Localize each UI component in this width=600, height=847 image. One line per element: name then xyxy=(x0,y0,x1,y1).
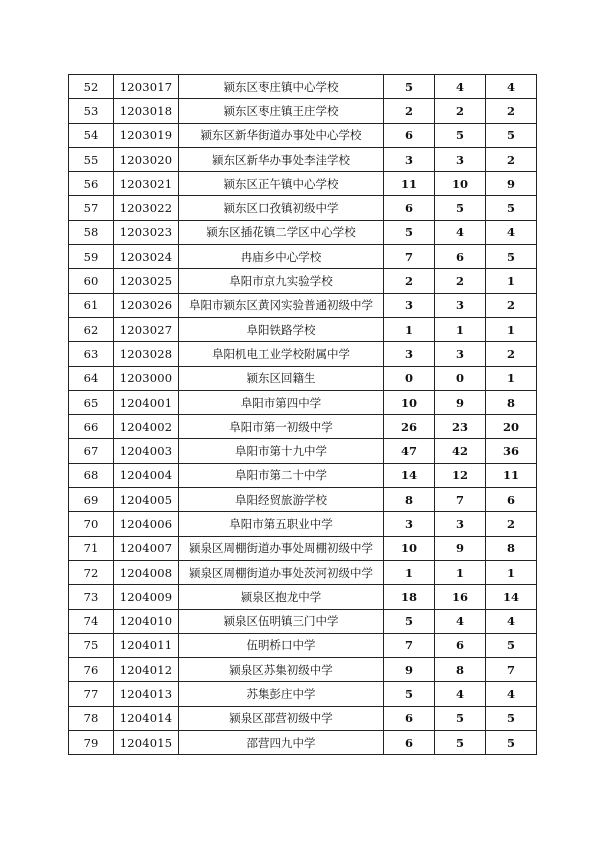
school-code: 1204006 xyxy=(114,512,179,536)
quota-col-2: 1 xyxy=(435,560,486,584)
quota-col-1: 9 xyxy=(384,658,435,682)
quota-col-2: 4 xyxy=(435,75,486,99)
table-row xyxy=(69,633,537,657)
school-name: 阜阳市第四中学 xyxy=(179,390,384,414)
quota-col-2: 3 xyxy=(435,147,486,171)
row-index: 62 xyxy=(69,317,114,341)
school-code: 1204002 xyxy=(114,415,179,439)
school-name: 颍泉区苏集初级中学 xyxy=(179,658,384,682)
quota-col-3: 2 xyxy=(486,293,537,317)
quota-col-1: 1 xyxy=(384,560,435,584)
table-row xyxy=(69,536,537,560)
quota-col-1: 5 xyxy=(384,75,435,99)
quota-col-3: 5 xyxy=(486,706,537,730)
school-code: 1203026 xyxy=(114,293,179,317)
row-index: 67 xyxy=(69,439,114,463)
table-row xyxy=(69,609,537,633)
quota-col-1: 6 xyxy=(384,196,435,220)
quota-col-2: 9 xyxy=(435,390,486,414)
quota-col-2: 2 xyxy=(435,99,486,123)
school-code: 1203022 xyxy=(114,196,179,220)
quota-col-2: 4 xyxy=(435,220,486,244)
quota-col-1: 18 xyxy=(384,585,435,609)
quota-col-2: 6 xyxy=(435,633,486,657)
quota-col-3: 8 xyxy=(486,536,537,560)
row-index: 63 xyxy=(69,342,114,366)
quota-col-1: 2 xyxy=(384,269,435,293)
school-code: 1203024 xyxy=(114,245,179,269)
quota-col-3: 4 xyxy=(486,75,537,99)
quota-col-2: 4 xyxy=(435,682,486,706)
quota-col-2: 5 xyxy=(435,196,486,220)
school-code: 1204005 xyxy=(114,488,179,512)
quota-col-3: 1 xyxy=(486,560,537,584)
quota-col-3: 6 xyxy=(486,488,537,512)
school-name: 邵营四九中学 xyxy=(179,731,384,755)
school-name: 颍东区新华办事处李洼学校 xyxy=(179,147,384,171)
quota-col-1: 5 xyxy=(384,609,435,633)
quota-col-2: 2 xyxy=(435,269,486,293)
quota-col-3: 5 xyxy=(486,633,537,657)
row-index: 75 xyxy=(69,633,114,657)
quota-col-3: 7 xyxy=(486,658,537,682)
row-index: 79 xyxy=(69,731,114,755)
school-code: 1203028 xyxy=(114,342,179,366)
school-code: 1204003 xyxy=(114,439,179,463)
quota-col-1: 3 xyxy=(384,342,435,366)
quota-col-1: 47 xyxy=(384,439,435,463)
table-row xyxy=(69,123,537,147)
quota-col-3: 5 xyxy=(486,731,537,755)
quota-col-1: 10 xyxy=(384,536,435,560)
quota-col-3: 20 xyxy=(486,415,537,439)
table-row xyxy=(69,196,537,220)
table-row xyxy=(69,342,537,366)
quota-col-1: 14 xyxy=(384,463,435,487)
school-code: 1203019 xyxy=(114,123,179,147)
quota-col-3: 4 xyxy=(486,609,537,633)
school-code: 1203023 xyxy=(114,220,179,244)
quota-col-1: 11 xyxy=(384,172,435,196)
quota-col-2: 23 xyxy=(435,415,486,439)
quota-col-3: 14 xyxy=(486,585,537,609)
quota-col-3: 4 xyxy=(486,682,537,706)
quota-col-1: 3 xyxy=(384,147,435,171)
quota-col-3: 11 xyxy=(486,463,537,487)
row-index: 59 xyxy=(69,245,114,269)
school-name: 颍东区枣庄镇王庄学校 xyxy=(179,99,384,123)
row-index: 77 xyxy=(69,682,114,706)
quota-col-3: 5 xyxy=(486,245,537,269)
row-index: 73 xyxy=(69,585,114,609)
quota-col-2: 5 xyxy=(435,731,486,755)
school-code: 1203000 xyxy=(114,366,179,390)
quota-col-2: 8 xyxy=(435,658,486,682)
row-index: 69 xyxy=(69,488,114,512)
school-name: 冉庙乡中心学校 xyxy=(179,245,384,269)
school-name: 阜阳经贸旅游学校 xyxy=(179,488,384,512)
table-row xyxy=(69,317,537,341)
quota-col-3: 36 xyxy=(486,439,537,463)
quota-col-1: 5 xyxy=(384,220,435,244)
quota-col-2: 3 xyxy=(435,342,486,366)
quota-col-2: 10 xyxy=(435,172,486,196)
school-name: 颍东区正午镇中心学校 xyxy=(179,172,384,196)
quota-col-1: 7 xyxy=(384,245,435,269)
quota-col-3: 5 xyxy=(486,123,537,147)
school-code: 1203025 xyxy=(114,269,179,293)
quota-col-3: 8 xyxy=(486,390,537,414)
row-index: 76 xyxy=(69,658,114,682)
quota-col-3: 4 xyxy=(486,220,537,244)
quota-col-1: 26 xyxy=(384,415,435,439)
school-name: 阜阳机电工业学校附属中学 xyxy=(179,342,384,366)
quota-col-3: 1 xyxy=(486,366,537,390)
row-index: 57 xyxy=(69,196,114,220)
table-row xyxy=(69,560,537,584)
quota-col-2: 0 xyxy=(435,366,486,390)
school-name: 苏集彭庄中学 xyxy=(179,682,384,706)
row-index: 54 xyxy=(69,123,114,147)
school-name: 颍东区回籍生 xyxy=(179,366,384,390)
table-row xyxy=(69,585,537,609)
table-row xyxy=(69,293,537,317)
quota-col-2: 5 xyxy=(435,123,486,147)
quota-col-2: 16 xyxy=(435,585,486,609)
school-name: 颍泉区抱龙中学 xyxy=(179,585,384,609)
school-name: 伍明桥口中学 xyxy=(179,633,384,657)
school-name: 阜阳市颍东区黄冈实验普通初级中学 xyxy=(179,293,384,317)
quota-col-2: 7 xyxy=(435,488,486,512)
quota-col-1: 6 xyxy=(384,731,435,755)
quota-col-2: 4 xyxy=(435,609,486,633)
quota-col-2: 42 xyxy=(435,439,486,463)
school-name: 颍东区新华街道办事处中心学校 xyxy=(179,123,384,147)
quota-col-1: 8 xyxy=(384,488,435,512)
quota-col-1: 3 xyxy=(384,512,435,536)
quota-col-1: 5 xyxy=(384,682,435,706)
quota-col-1: 6 xyxy=(384,123,435,147)
quota-col-2: 1 xyxy=(435,317,486,341)
table-row xyxy=(69,706,537,730)
school-name: 阜阳市第十九中学 xyxy=(179,439,384,463)
table-row xyxy=(69,682,537,706)
school-name: 阜阳铁路学校 xyxy=(179,317,384,341)
table-row xyxy=(69,731,537,755)
school-code: 1204008 xyxy=(114,560,179,584)
row-index: 65 xyxy=(69,390,114,414)
table-row xyxy=(69,512,537,536)
quota-col-2: 3 xyxy=(435,512,486,536)
school-code: 1204001 xyxy=(114,390,179,414)
school-name: 阜阳市第二十中学 xyxy=(179,463,384,487)
quota-col-2: 6 xyxy=(435,245,486,269)
school-code: 1204015 xyxy=(114,731,179,755)
quota-col-2: 3 xyxy=(435,293,486,317)
table-row xyxy=(69,75,537,99)
row-index: 78 xyxy=(69,706,114,730)
quota-col-1: 0 xyxy=(384,366,435,390)
school-code: 1203018 xyxy=(114,99,179,123)
school-code: 1204011 xyxy=(114,633,179,657)
quota-col-3: 2 xyxy=(486,512,537,536)
table-body xyxy=(69,75,537,755)
row-index: 55 xyxy=(69,147,114,171)
table-row xyxy=(69,172,537,196)
quota-col-2: 5 xyxy=(435,706,486,730)
school-name: 颍泉区伍明镇三门中学 xyxy=(179,609,384,633)
school-code: 1204009 xyxy=(114,585,179,609)
school-code: 1204012 xyxy=(114,658,179,682)
table-row xyxy=(69,99,537,123)
row-index: 53 xyxy=(69,99,114,123)
row-index: 52 xyxy=(69,75,114,99)
table-row xyxy=(69,463,537,487)
row-index: 74 xyxy=(69,609,114,633)
table-row xyxy=(69,245,537,269)
school-name: 颍东区枣庄镇中心学校 xyxy=(179,75,384,99)
table-row xyxy=(69,147,537,171)
table-row xyxy=(69,415,537,439)
school-code: 1204013 xyxy=(114,682,179,706)
school-name: 颍泉区邵营初级中学 xyxy=(179,706,384,730)
school-code: 1203021 xyxy=(114,172,179,196)
row-index: 66 xyxy=(69,415,114,439)
school-name: 阜阳市第五职业中学 xyxy=(179,512,384,536)
table-row xyxy=(69,366,537,390)
school-code: 1204007 xyxy=(114,536,179,560)
quota-col-3: 2 xyxy=(486,342,537,366)
school-code: 1203027 xyxy=(114,317,179,341)
table-row xyxy=(69,390,537,414)
table-row xyxy=(69,269,537,293)
school-code: 1203020 xyxy=(114,147,179,171)
table-row xyxy=(69,439,537,463)
school-code: 1204014 xyxy=(114,706,179,730)
quota-col-1: 1 xyxy=(384,317,435,341)
quota-col-3: 9 xyxy=(486,172,537,196)
table-row xyxy=(69,488,537,512)
school-name: 颍泉区周棚街道办事处周棚初级中学 xyxy=(179,536,384,560)
row-index: 72 xyxy=(69,560,114,584)
row-index: 58 xyxy=(69,220,114,244)
row-index: 56 xyxy=(69,172,114,196)
row-index: 64 xyxy=(69,366,114,390)
table-row xyxy=(69,658,537,682)
quota-col-1: 3 xyxy=(384,293,435,317)
quota-col-3: 5 xyxy=(486,196,537,220)
school-name: 颍东区插花镇二学区中心学校 xyxy=(179,220,384,244)
school-name: 颍泉区周棚街道办事处茨河初级中学 xyxy=(179,560,384,584)
school-name: 颍东区口孜镇初级中学 xyxy=(179,196,384,220)
row-index: 68 xyxy=(69,463,114,487)
quota-col-1: 6 xyxy=(384,706,435,730)
quota-col-2: 12 xyxy=(435,463,486,487)
quota-col-1: 10 xyxy=(384,390,435,414)
quota-col-1: 7 xyxy=(384,633,435,657)
school-code: 1204004 xyxy=(114,463,179,487)
table-row xyxy=(69,220,537,244)
row-index: 60 xyxy=(69,269,114,293)
row-index: 71 xyxy=(69,536,114,560)
row-index: 61 xyxy=(69,293,114,317)
row-index: 70 xyxy=(69,512,114,536)
quota-col-3: 2 xyxy=(486,99,537,123)
school-name: 阜阳市第一初级中学 xyxy=(179,415,384,439)
quota-col-2: 9 xyxy=(435,536,486,560)
school-code: 1204010 xyxy=(114,609,179,633)
quota-col-1: 2 xyxy=(384,99,435,123)
quota-col-3: 1 xyxy=(486,269,537,293)
school-quota-table xyxy=(68,74,537,755)
school-code: 1203017 xyxy=(114,75,179,99)
quota-col-3: 1 xyxy=(486,317,537,341)
quota-col-3: 2 xyxy=(486,147,537,171)
school-name: 阜阳市京九实验学校 xyxy=(179,269,384,293)
